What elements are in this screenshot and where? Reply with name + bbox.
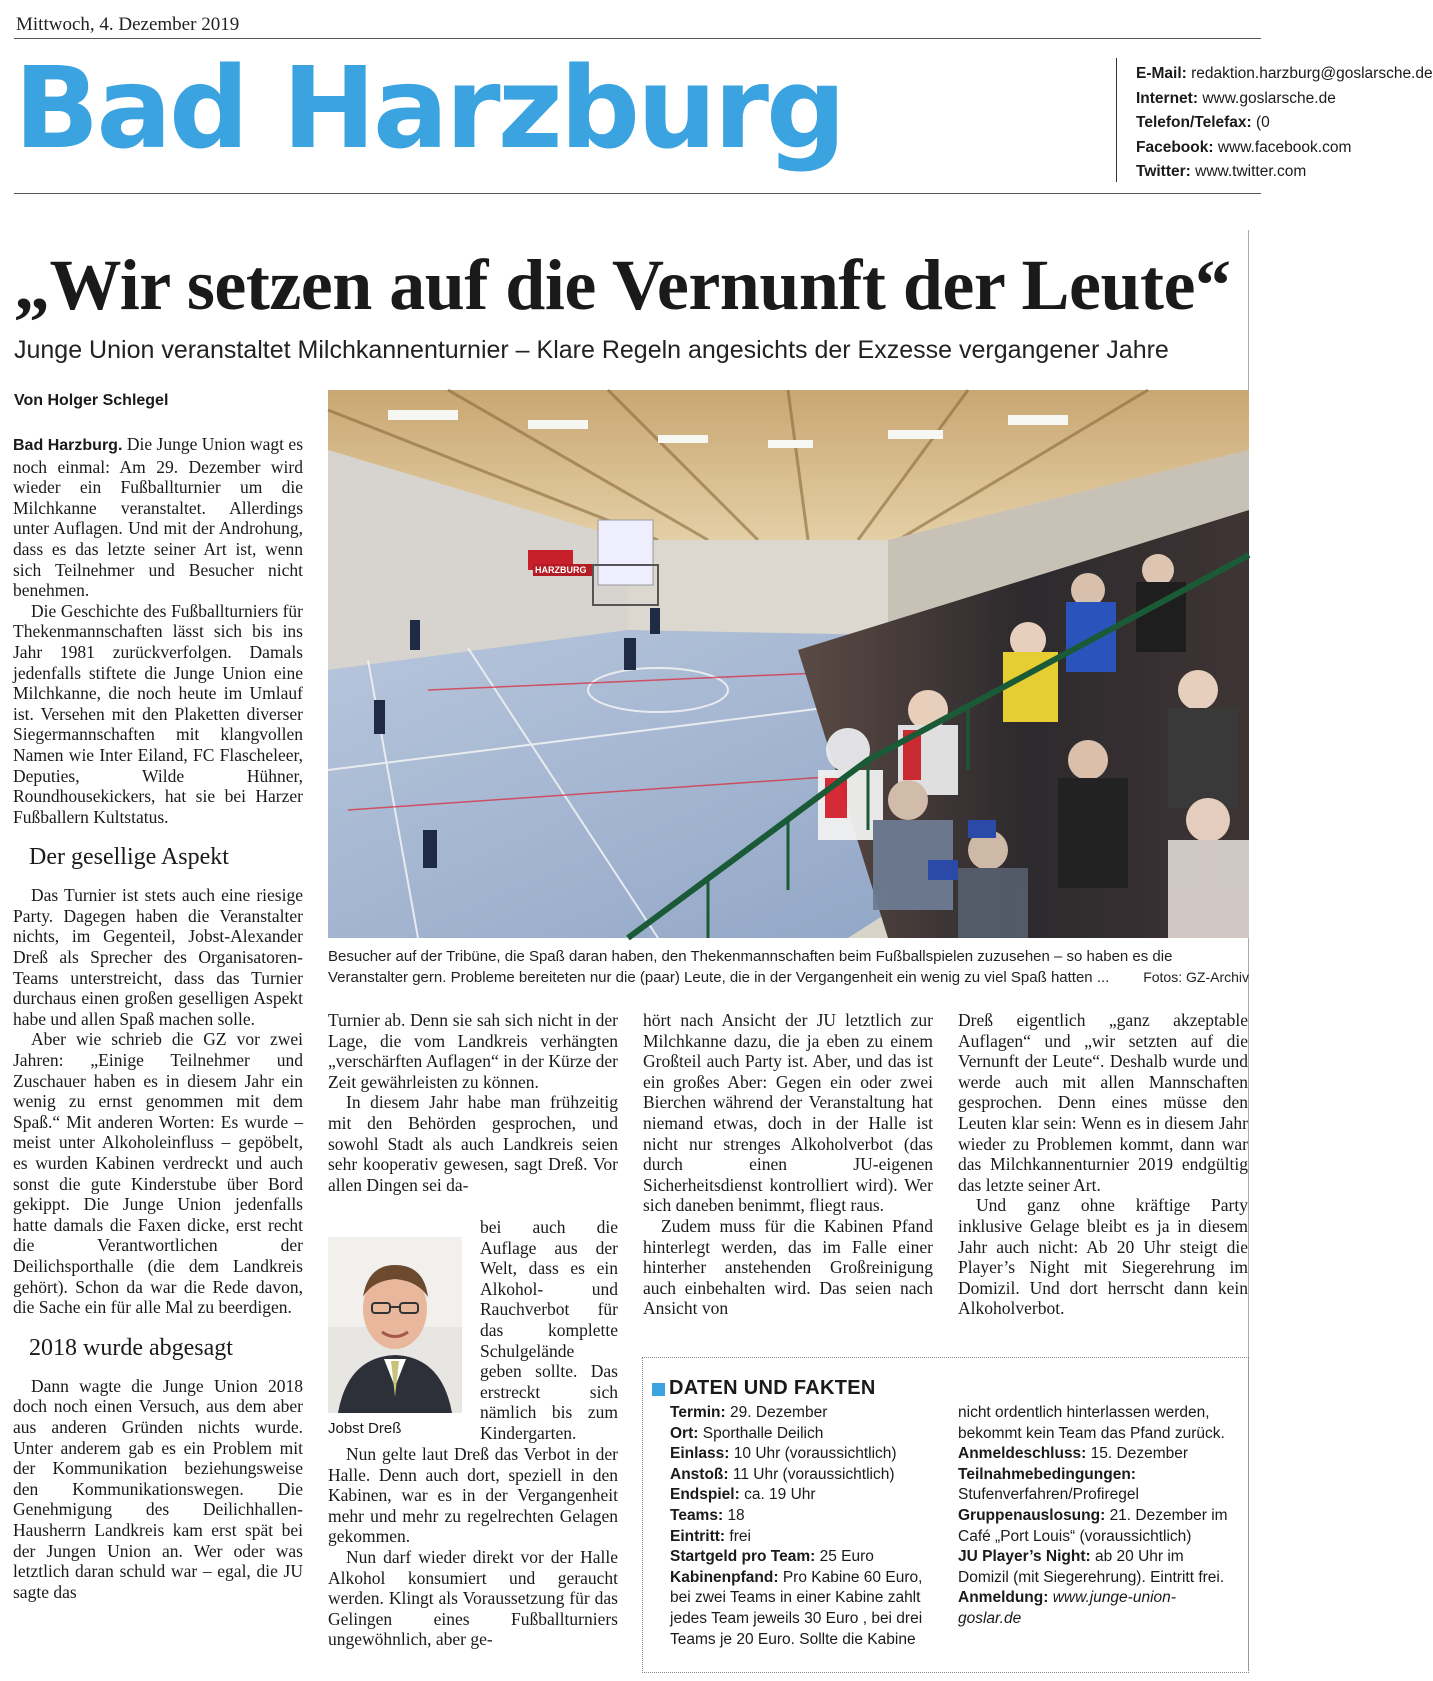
- fact-item: JU Player’s Night: ab 20 Uhr im Domizil (mit Siegerehrung). Eintritt frei.: [958, 1548, 1225, 1586]
- fact-item: Einlass: 10 Uhr (voraussichtlich): [670, 1445, 897, 1463]
- fact-item: Ort: Sporthalle Deilich: [670, 1424, 824, 1442]
- contact-email: E-Mail: redaktion.harzburg@goslarsche.de: [1136, 65, 1433, 82]
- portrait-photo: [328, 1237, 462, 1413]
- fact-item: nicht ordentlich hinterlassen werden, bekommt kein Team das Pfand zurück.: [958, 1404, 1225, 1442]
- photo-illustration: [328, 390, 1249, 938]
- paragraph: Nun darf wieder direkt vor der Halle Alkohol konsumiert und geraucht werden. Klingt als Voraussetzung für das Gelingen eines Fußballturniers ungewöhnlich, aber ge-: [328, 1546, 618, 1650]
- fact-item: Termin: 29. Dezember: [670, 1404, 828, 1421]
- paragraph: bei auch die Auflage aus der Welt, dass es ein Alkohol- und Rauchverbot für das komplette Schulgelände geben sollte. Das erstreckt sich nämlich bis zum Kindergarten.: [480, 1217, 618, 1443]
- portrait-illustration: [328, 1237, 462, 1413]
- contact-phone: Telefon/Telefax: (0: [1136, 114, 1270, 131]
- fact-item: Teilnahmebedingungen: Stufenverfahren/Profiregel: [958, 1465, 1139, 1504]
- paragraph: Bad Harzburg. Die Junge Union wagt es noch einmal: Am 29. Dezember wird wieder ein Fußballturnier um die Milchkanne veranstaltet. Allerdings unter Auflagen. Und mit der Androhung, dass es das letzte seiner Art ist, wenn sich Teilnehmer und Besucher nicht benehmen.: [13, 434, 304, 601]
- contact-box: [1136, 62, 1433, 185]
- article-subheadline: Junge Union veranstaltet Milchkannenturnier – Klare Regeln angesichts der Exzesse vergangener Jahre: [14, 336, 1169, 364]
- section-masthead: Bad Harzburg: [14, 44, 844, 174]
- fact-item: Anstoß: 11 Uhr (voraussichtlich): [670, 1465, 895, 1483]
- contact-divider: [1116, 58, 1117, 182]
- paragraph: Turnier ab. Denn sie sah sich nicht in der Lage, die vom Landkreis verhängten „verschärften Auflagen“ in der Kürze der Zeit gewährleisten zu können.: [328, 1010, 618, 1092]
- subheading: Der gesellige Aspekt: [29, 844, 229, 871]
- photo-caption: Besucher auf der Tribüne, die Spaß daran haben, den Thekenmannschaften beim Fußballspielen zuzusehen – so haben es die Veranstalter gern. Probleme bereiteten nur die (paar) Leute, die in der Vergangenheit ein wenig zu viel Spaß hatten ... Fotos: GZ-Archiv: [328, 948, 1249, 986]
- paragraph: Zudem muss für die Kabinen Pfand hinterlegt werden, das im Falle einer hinterher anstehenden Großreinigung auch einbehalten wird. Das seien nach Ansicht von: [643, 1215, 933, 1319]
- paragraph: Das Turnier ist stets auch eine riesige Party. Dagegen haben die Veranstalter nichts, im Gegenteil, Jobst-Alexander Dreß als Sprecher des Organisatoren-Teams unterstreicht, dass das Turnier durchaus einen großen geselligen Aspekt habe und allen Spaß machen solle.: [13, 885, 303, 1029]
- paragraph: In diesem Jahr habe man frühzeitig mit den Behörden gesprochen, und sowohl Stadt als auch Landkreis seien sehr kooperativ gewesen, sagt Dreß. Vor allen Dingen sei da-: [328, 1092, 618, 1195]
- facts-right: [958, 1403, 1234, 1630]
- contact-facebook: Facebook: www.facebook.com: [1136, 138, 1352, 156]
- paragraph: Nun gelte laut Dreß das Verbot in der Halle. Denn auch dort, speziell in den Kabinen, war es in der Vergangenheit mehr und mehr zu regelrechten Gelagen gekommen.: [328, 1444, 618, 1547]
- fact-item: Endspiel: ca. 19 Uhr: [670, 1486, 816, 1504]
- paragraph: Dreß eigentlich „ganz akzeptable Auflagen“ und „wir setzten auf die Vernunft der Leute“. Deshalb wurde und werde auch mit allen Mannschaften gesprochen. Denn eines müsse den Leuten klar sein: Wenn es in diesem Jahr wieder zu Problemen kommt, dann war das Milchkannenturnier 2019 endgültig das letzte seiner Art.: [958, 1010, 1248, 1195]
- issue-date: Mittwoch, 4. Dezember 2019: [16, 14, 240, 35]
- photo-credit: Fotos: GZ-Archiv: [1143, 969, 1249, 985]
- fact-item: Startgeld pro Team: 25 Euro: [670, 1548, 874, 1566]
- facts-title: DATEN UND FAKTEN: [669, 1377, 876, 1399]
- fact-item: Kabinenpfand: Pro Kabine 60 Euro, bei zwei Teams in einer Kabine zahlt jedes Team jeweils 30 Euro , bei drei Teams je 20 Euro. Sollte die Kabine: [670, 1568, 923, 1648]
- column-2-top: [328, 1010, 618, 1195]
- paragraph: Dann wagte die Junge Union 2018 doch noch einen Versuch, aus dem aber aus anderen Gründen nichts wurde. Unter anderem gab es ein Problem mit der Kommunikation beziehungsweise den Kommunikationswegen. Die Genehmigung des Deilichhallen-Hausherrn Landkreis kam erst spät bei der Jungen Union an. Wer oder was letztlich daran schuld war – egal, die JU sagte das: [13, 1375, 303, 1602]
- fact-item: Anmeldeschluss: 15. Dezember: [958, 1445, 1189, 1463]
- fact-item: Gruppenauslosung: 21. Dezember im Café „Port Louis“ (voraussichtlich): [958, 1506, 1228, 1545]
- fact-item: Anmeldung: www.junge-union-goslar.de: [958, 1589, 1176, 1627]
- fact-item: Eintritt: frei: [670, 1527, 751, 1545]
- paragraph: Die Geschichte des Fußballturniers für Thekenmannschaften lässt sich bis ins Jahr 1981 zurückverfolgen. Damals jedenfalls stiftete die Junge Union eine Milchkanne, die noch heute im Umlauf ist. Versehen mit den Plaketten diverser Siegermannschaften mit klangvollen Namen wie Inter Eiland, FC Flascheleer, Deputies, Wilde Hühner, Roundhousekickers, hat sie bei Harzer Fußballern Kultstatus.: [13, 600, 303, 827]
- article-headline: „Wir setzen auf die Vernunft der Leute“: [14, 245, 1231, 325]
- fact-item: Teams: 18: [670, 1506, 745, 1524]
- svg-text:HARZBURG: HARZBURG: [535, 565, 587, 575]
- subheading: 2018 wurde abgesagt: [29, 1334, 233, 1361]
- column-2-bottom: [328, 1444, 618, 1650]
- header-rule: [14, 193, 1261, 194]
- article-author: Von Holger Schlegel: [14, 392, 169, 409]
- portrait-caption: Jobst Dreß: [328, 1420, 402, 1437]
- registration-link[interactable]: www.junge-union-goslar.de: [958, 1589, 1176, 1627]
- paragraph: Und ganz ohne kräftige Party inklusive Gelage bleibt es ja in diesem Jahr auch nicht: Ab 20 Uhr steigt die Player’s Night mit Siegerehrung im Domizil. Und dort herrscht dann kein Alkoholverbot.: [958, 1195, 1248, 1319]
- contact-internet: Internet: www.goslarsche.de: [1136, 89, 1336, 107]
- paragraph: hört nach Ansicht der JU letztlich zur Milchkanne dazu, die ja eben zu einem Großteil auch Party ist. Aber, und das ist ein großes Aber: Gegen ein oder zwei Bierchen während der Veranstaltung hat niemand etwas, doch in der Halle ist nicht nur strenges Alkoholverbot (das durch einen JU-eigenen Sicherheitsdienst kontrolliert wird). Wer sich daneben benimmt, fliegt raus.: [643, 1010, 933, 1216]
- column-4: [958, 1010, 1248, 1319]
- paragraph: Aber wie schrieb die GZ vor zwei Jahren: „Einige Teilnehmer und Zuschauer haben es in diesem Jahr ein wenig zu ernst genommen mit dem Spaß.“ Mit anderen Worten: Es wurde – meist unter Alkoholeinfluss – gepöbelt, es wurden Kabinen verdreckt und auch sonst die gute Kinderstube über Bord gekippt. Die Junge Union jedenfalls hatte damals die Faxen dicke, erst recht die Verantwortlichen der Deilichsporthalle (die dem Landkreis gehört). Schon da war die Rede davon, die Sache ein für alle Mal zu beerdigen.: [13, 1029, 303, 1318]
- facts-left: [670, 1403, 940, 1650]
- sports-hall-photo: [328, 390, 1249, 938]
- column-3: [643, 1010, 933, 1319]
- column-1: [13, 434, 303, 1602]
- facts-marker-icon: [652, 1383, 665, 1396]
- contact-twitter: Twitter: www.twitter.com: [1136, 163, 1307, 180]
- column-2-beside-portrait: [480, 1217, 618, 1444]
- top-rule: [14, 38, 1261, 39]
